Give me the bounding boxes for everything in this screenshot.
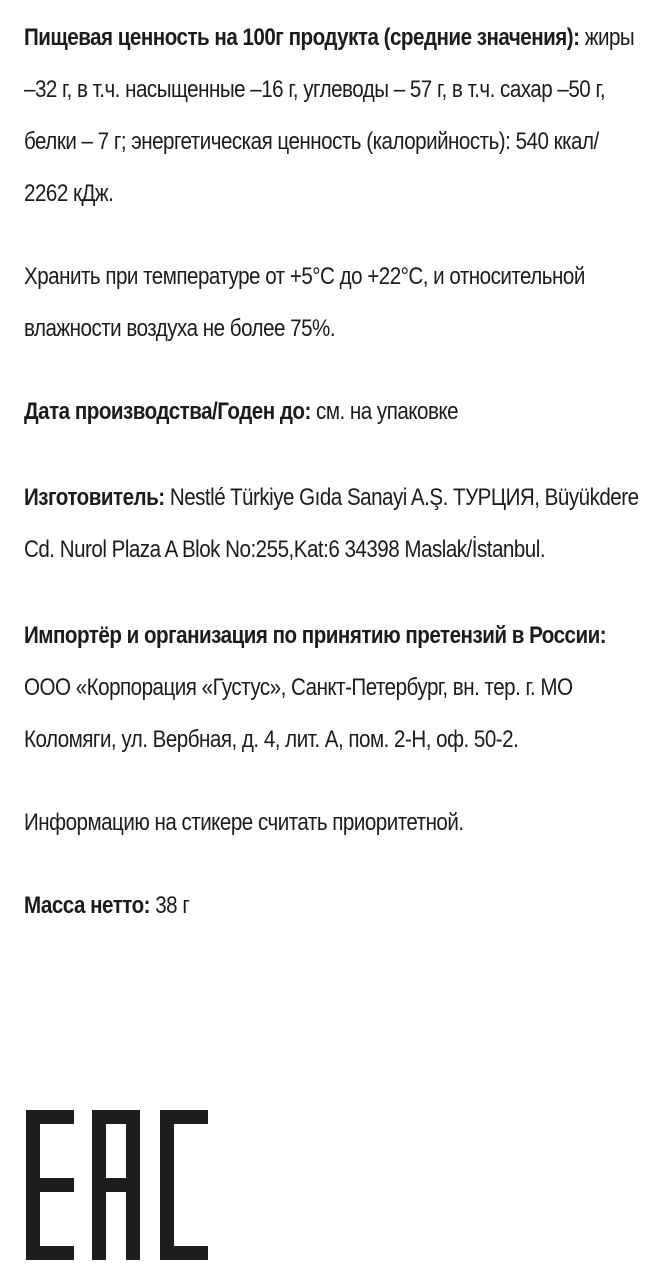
manufacturer-text: Nestlé Türkiye Gıda Sanayi A.Ş. ТУРЦИЯ, Büyükdere Cd. Nurol Plaza A Blok No:255,Kat:6 34398 Maslak/İstanbul. bbox=[24, 484, 639, 563]
storage-text: Хранить при температуре от +5°С до +22°С, и относительной влажности воздуха не более 75%. bbox=[24, 263, 585, 342]
nutrition-text: жиры –32 г, в т.ч. насыщенные –16 г, углеводы – 57 г, в т.ч. сахар –50 г, белки – 7 г; энергетическая ценность (калорийность): 540 ккал/ 2262 кДж. bbox=[24, 24, 635, 207]
manufacturer-heading: Изготовитель: bbox=[24, 484, 165, 511]
nutrition-paragraph bbox=[24, 12, 646, 220]
net-weight-text: 38 г bbox=[150, 892, 190, 919]
sticker-note-paragraph bbox=[24, 797, 646, 849]
production-date-heading: Дата производства/Годен до: bbox=[24, 398, 311, 425]
sticker-note-text: Информацию на стикере считать приоритетной. bbox=[24, 809, 464, 836]
net-weight-heading: Масса нетто: bbox=[24, 892, 151, 919]
manufacturer-paragraph bbox=[24, 472, 646, 576]
storage-paragraph bbox=[24, 251, 646, 355]
importer-heading: Импортёр и организация по принятию претензий в России: bbox=[24, 622, 607, 649]
nutrition-heading: Пищевая ценность на 100г продукта (средние значения): bbox=[24, 24, 580, 51]
importer-paragraph bbox=[24, 610, 646, 766]
production-date-paragraph bbox=[24, 386, 646, 438]
eac-mark-icon bbox=[26, 1110, 210, 1260]
product-label-text bbox=[24, 12, 648, 966]
importer-text: ООО «Корпорация «Густус», Санкт-Петербург, вн. тер. г. МО Коломяги, ул. Вербная, д. 4, лит. А, пом. 2-Н, оф. 50-2. bbox=[24, 674, 573, 753]
production-date-text: см. на упаковке bbox=[310, 398, 459, 425]
net-weight-paragraph bbox=[24, 880, 646, 932]
